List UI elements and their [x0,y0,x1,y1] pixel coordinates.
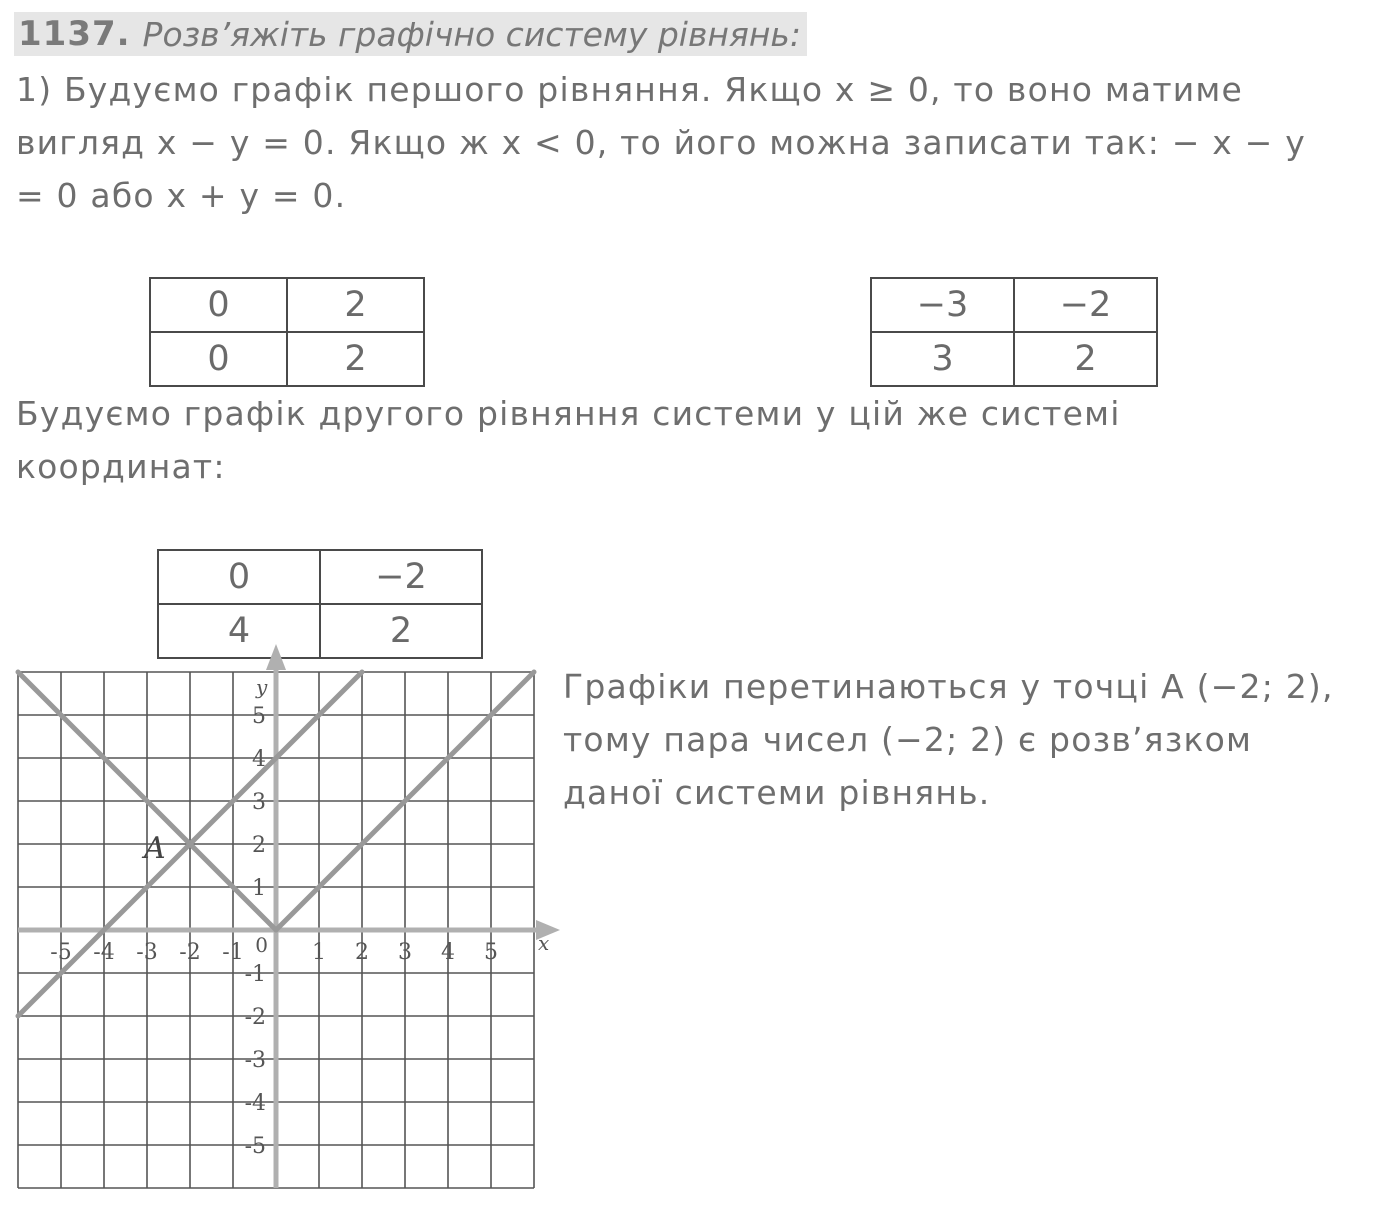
table-cell: −2 [1014,278,1157,332]
conclusion-line: тому пара чисел (−2; 2) є розв’язком [563,720,1253,759]
x-tick-label: -5 [50,940,72,965]
x-tick-label: -4 [93,940,115,965]
table-cell: 0 [158,550,320,604]
task-number: 1137. [18,14,131,54]
x-tick-label: -1 [222,940,244,965]
x-axis-label: x [538,931,550,955]
y-tick-label: -5 [244,1134,266,1159]
table-cell: −3 [871,278,1014,332]
table-cell: 4 [158,604,320,658]
table-cell: 2 [287,332,424,386]
table-cell: 2 [287,278,424,332]
conclusion-line: даної системи рівнянь. [563,773,991,812]
y-axis-label: y [256,675,268,699]
y-tick-label: -2 [244,1005,266,1030]
y-tick-label: 3 [252,790,266,815]
y-tick-label: 2 [252,833,266,858]
task-title: Розв’яжіть графічно систему рівнянь: [142,14,801,54]
table-cell: 0 [150,332,287,386]
conclusion-line: Графіки перетинаються у точці A (−2; 2), [563,667,1334,706]
x-tick-label: 1 [312,940,326,965]
table-cell: 0 [150,278,287,332]
x-tick-label: -3 [136,940,158,965]
x-tick-label: 4 [441,940,455,965]
y-tick-label: 4 [252,747,266,772]
x-tick-label: 5 [484,940,498,965]
paragraph-1-line: вигляд x − y = 0. Якщо ж x < 0, то його можна записати так: − x − y [16,123,1306,162]
y-axis-arrow-icon [266,644,286,670]
point-label: A [144,831,166,866]
y-tick-label: 5 [252,704,266,729]
x-tick-label: 3 [398,940,412,965]
table-cell: −2 [320,550,482,604]
y-tick-label: 1 [252,876,266,901]
origin-label: 0 [255,933,268,957]
paragraph-2-line: координат: [16,447,226,486]
paragraph-2-line: Будуємо графік другого рівняння системи у цій же системі [16,394,1121,433]
x-tick-label: 2 [355,940,369,965]
y-tick-label: -3 [244,1048,266,1073]
y-tick-label: -4 [244,1091,266,1116]
paragraph-1-line: = 0 або x + y = 0. [16,176,347,215]
x-tick-label: -2 [179,940,201,965]
table-cell: 2 [320,604,482,658]
table-cell: 2 [1014,332,1157,386]
paragraph-1-line: 1) Будуємо графік першого рівняння. Якщо x ≥ 0, то воно матиме [16,70,1244,109]
y-tick-label: -1 [244,962,266,987]
table-cell: 3 [871,332,1014,386]
